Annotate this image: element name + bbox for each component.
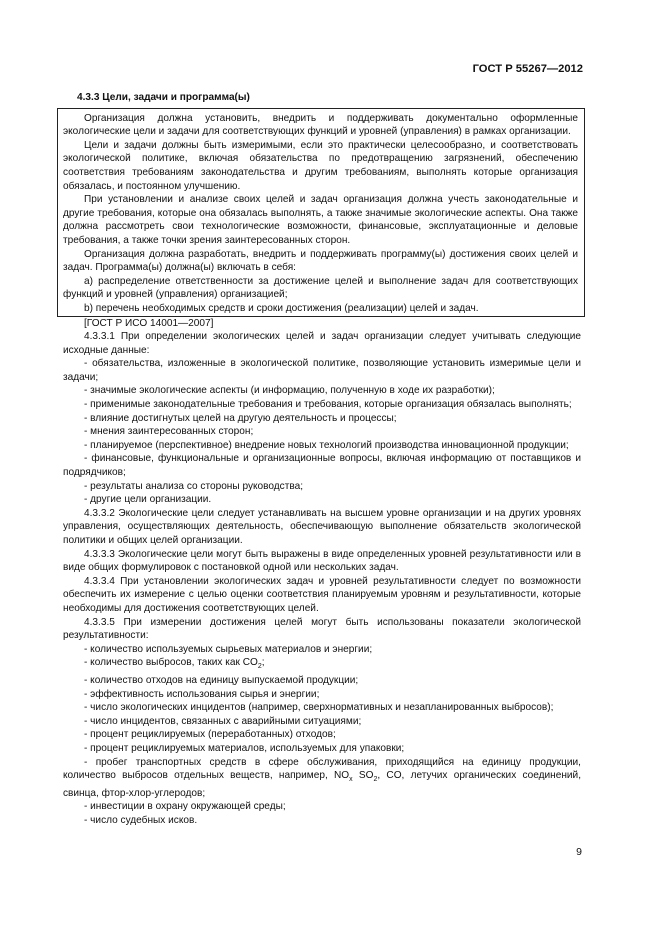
list-item: - число судебных исков. <box>84 814 198 826</box>
clause-4332: 4.3.3.2 Экологические цели следует устанавливать на высшем уровне организации и на других уровнях управления, осуществляющих деятельность, обеспечивающую выполнение обязательств экологической политики и общих целей организации. <box>63 507 581 546</box>
list-item: - эффективность использования сырья и энергии; <box>84 688 320 700</box>
list-item: - другие цели организации. <box>84 494 212 506</box>
list-item-text: SO <box>352 770 374 782</box>
list-item-text: , CO, летучих органических соединений, свинца, фтор-хлор-углеродов; <box>63 770 582 799</box>
list-item-text: - количество выбросов, таких как CO <box>84 657 258 669</box>
list-item: - процент рециклируемых (переработанных) отходов; <box>84 729 336 741</box>
clause-4333: 4.3.3.3 Экологические цели могут быть выражены в виде определенных уровней результативности или в виде общих формулировок с постановкой одной или нескольких задач. <box>63 548 581 574</box>
subscript: x <box>349 776 353 784</box>
box-item-a: а) распределение ответственности за достижение целей и выполнение задач для соответствующих функций и уровней (управления) организацией; <box>63 275 578 301</box>
box-paragraph-3: При установлении и анализе своих целей и задач организация должна учесть законодательные и другие требования, которые она обязалась выполнять, а также значимые экологические аспекты. Она также должна рассмотреть свои технологические возможности, финансовые, эксплуатационные и деловые требования, а также точки зрения заинтересованных сторон. <box>63 194 578 246</box>
list-item: - применимые законодательные требования и требования, которые организация обязалась выполнять; <box>84 399 572 411</box>
subscript: 2 <box>373 776 378 784</box>
list-item: - число инцидентов, связанных с аварийными ситуациями; <box>84 715 362 727</box>
list-item-text: - пробег транспортных средств в сфере обслуживания, приходящийся на единицу продукции, количество выбросов отдельных веществ, например, NO <box>63 756 581 782</box>
list-item: - планируемое (перспективное) внедрение новых технологий производства инновационной продукции; <box>84 439 569 451</box>
list-item-text: ; <box>261 657 265 669</box>
list-item: - количество отходов на единицу выпускаемой продукции; <box>84 674 359 686</box>
list-item: - влияние достигнутых целей на другую деятельность и процессы; <box>84 412 397 424</box>
clause-4334: 4.3.3.4 При установлении экологических задач и уровней результативности следует по возможности обеспечить их измерение с целью оценки соответствия планируемым уровням и результативности, которые необходимы для достижения соответствующих целей. <box>63 575 581 614</box>
subscript: 2 <box>257 663 262 671</box>
document-body <box>57 91 585 828</box>
list-item: - число экологических инцидентов (например, сверхнормативных и незапланированных выбросов); <box>84 702 554 714</box>
list-item: - мнения заинтересованных сторон; <box>84 426 254 438</box>
box-paragraph-1: Организация должна установить, внедрить и поддерживать документально оформленные экологические цели и задачи для соответствующих функций и уровней (управления) в рамках организации. <box>63 112 578 138</box>
clause-text <box>57 317 585 828</box>
box-paragraph-2: Цели и задачи должны быть измеримыми, если это практически целесообразно, и соответствовать экологической политике, включая обязательства по предотвращению загрязнений, обеспечению соответствия требованиям законодательства и другим требованиям, выполнять которые организация обязалась, и постоянном улучшению. <box>63 139 578 192</box>
list-item: - результаты анализа со стороны руководства; <box>84 480 303 492</box>
list-item-vehicle-run <box>63 756 581 801</box>
list-item: - количество используемых сырьевых материалов и энергии; <box>84 643 373 655</box>
box-paragraph-4: Организация должна разработать, внедрить и поддерживать программу(ы) достижения своих целей и задач. Программа(ы) должна(ы) включать в себя: <box>63 248 578 274</box>
list-item: - обязательства, изложенные в экологической политике, позволяющие установить измеримые цели и задачи; <box>63 358 581 383</box>
box-item-b: b) перечень необходимых средств и сроки достижения (реализации) целей и задач. <box>84 302 479 314</box>
standard-header: ГОСТ Р 55267—2012 <box>472 63 583 75</box>
section-title: 4.3.3 Цели, задачи и программа(ы) <box>77 92 250 103</box>
list-item: - значимые экологические аспекты (и информацию, полученную в ходе их разработки); <box>84 385 495 397</box>
list-item: - процент рециклируемых материалов, используемых для упаковки; <box>84 742 405 754</box>
list-item-co2 <box>63 656 581 674</box>
standard-reference: [ГОСТ Р ИСО 14001—2007] <box>84 317 214 329</box>
clause-4335-intro: 4.3.3.5 При измерении достижения целей могут быть использованы показатели экологической результативности: <box>63 616 581 642</box>
quoted-requirement-box <box>57 108 585 317</box>
page-number: 9 <box>576 846 582 858</box>
list-item: - инвестиции в охрану окружающей среды; <box>84 801 286 813</box>
clause-4331-intro: 4.3.3.1 При определении экологических целей и задач организации следует учитывать следующие исходные данные: <box>63 331 581 356</box>
list-item: - финансовые, функциональные и организационные вопросы, включая информацию от поставщиков и подрядчиков; <box>63 453 581 479</box>
